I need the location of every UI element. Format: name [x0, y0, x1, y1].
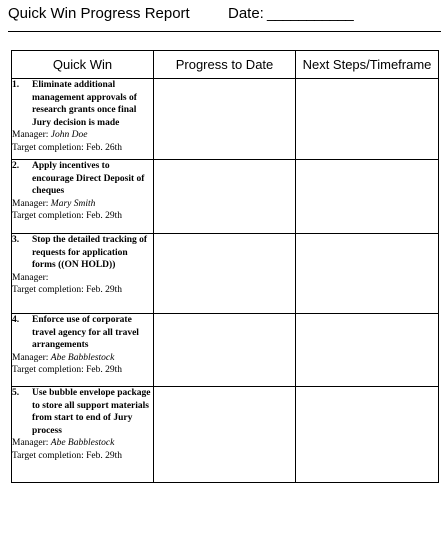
progress-cell[interactable] — [154, 387, 296, 483]
table-row — [12, 79, 439, 160]
manager-name: Abe Babblestock — [50, 352, 115, 363]
progress-cell[interactable] — [154, 314, 296, 387]
progress-table — [11, 50, 439, 483]
progress-cell[interactable] — [154, 234, 296, 314]
table-row — [12, 234, 439, 314]
next-steps-cell[interactable] — [296, 160, 439, 234]
column-header-next-steps: Next Steps/Timeframe — [296, 51, 439, 79]
quick-win-cell — [12, 314, 154, 387]
date-label: Date: — [228, 5, 264, 22]
manager-line — [12, 129, 153, 142]
quick-win-description: Stop the detailed tracking of requests for application forms ((ON HOLD)) — [32, 235, 148, 270]
manager-label: Manager: — [12, 352, 49, 363]
report-title: Quick Win Progress Report — [8, 5, 190, 22]
manager-line — [12, 198, 153, 211]
progress-cell[interactable] — [154, 79, 296, 160]
quick-win-description: Eliminate additional management approvals of research grants once final Jury decision is made — [32, 80, 137, 128]
quick-win-cell — [12, 234, 154, 314]
quick-win-task — [12, 314, 153, 352]
column-header-quick-win: Quick Win — [12, 51, 154, 79]
quick-win-task — [12, 387, 153, 437]
manager-line — [12, 352, 153, 365]
report-header — [8, 5, 438, 27]
quick-win-number: 3. — [12, 235, 20, 245]
manager-name: Mary Smith — [50, 198, 96, 209]
quick-win-number: 2. — [12, 161, 20, 171]
quick-win-cell — [12, 160, 154, 234]
table-header-row — [12, 51, 439, 79]
target-completion: Target completion: Feb. 29th — [12, 450, 122, 461]
quick-win-task — [12, 234, 153, 272]
manager-name: John Doe — [50, 130, 88, 140]
next-steps-cell[interactable] — [296, 79, 439, 160]
next-steps-cell[interactable] — [296, 314, 439, 387]
date-blank-line: ___________ — [267, 5, 354, 22]
quick-win-cell — [12, 79, 154, 160]
progress-cell[interactable] — [154, 160, 296, 234]
quick-win-cell — [12, 387, 154, 483]
quick-win-task — [12, 79, 153, 129]
next-steps-cell[interactable] — [296, 387, 439, 483]
target-completion: Target completion: Feb. 29th — [12, 365, 122, 375]
manager-label: Manager: — [12, 198, 49, 209]
column-header-progress: Progress to Date — [154, 51, 296, 79]
table-row — [12, 160, 439, 234]
quick-win-task — [12, 160, 153, 198]
manager-line — [12, 437, 153, 450]
quick-win-description: Apply incentives to encourage Direct Deposit of cheques — [32, 161, 145, 196]
manager-label: Manager: — [12, 438, 49, 448]
quick-win-number: 1. — [12, 80, 20, 90]
header-divider — [8, 31, 441, 32]
manager-name: Abe Babblestock — [50, 438, 115, 448]
quick-win-description: Enforce use of corporate travel agency for all travel arrangements — [32, 315, 139, 350]
manager-label: Manager: — [12, 272, 49, 283]
quick-win-number: 4. — [12, 315, 20, 325]
quick-win-number: 5. — [12, 388, 20, 398]
table-row — [12, 387, 439, 483]
target-completion: Target completion: Feb. 29th — [12, 285, 122, 295]
table-row — [12, 314, 439, 387]
manager-line — [12, 272, 153, 285]
quick-win-description: Use bubble envelope package to store all support materials from start to end of Jury process — [32, 388, 151, 436]
target-completion: Target completion: Feb. 26th — [12, 142, 122, 153]
next-steps-cell[interactable] — [296, 234, 439, 314]
manager-label: Manager: — [12, 130, 49, 140]
target-completion: Target completion: Feb. 29th — [12, 211, 122, 221]
